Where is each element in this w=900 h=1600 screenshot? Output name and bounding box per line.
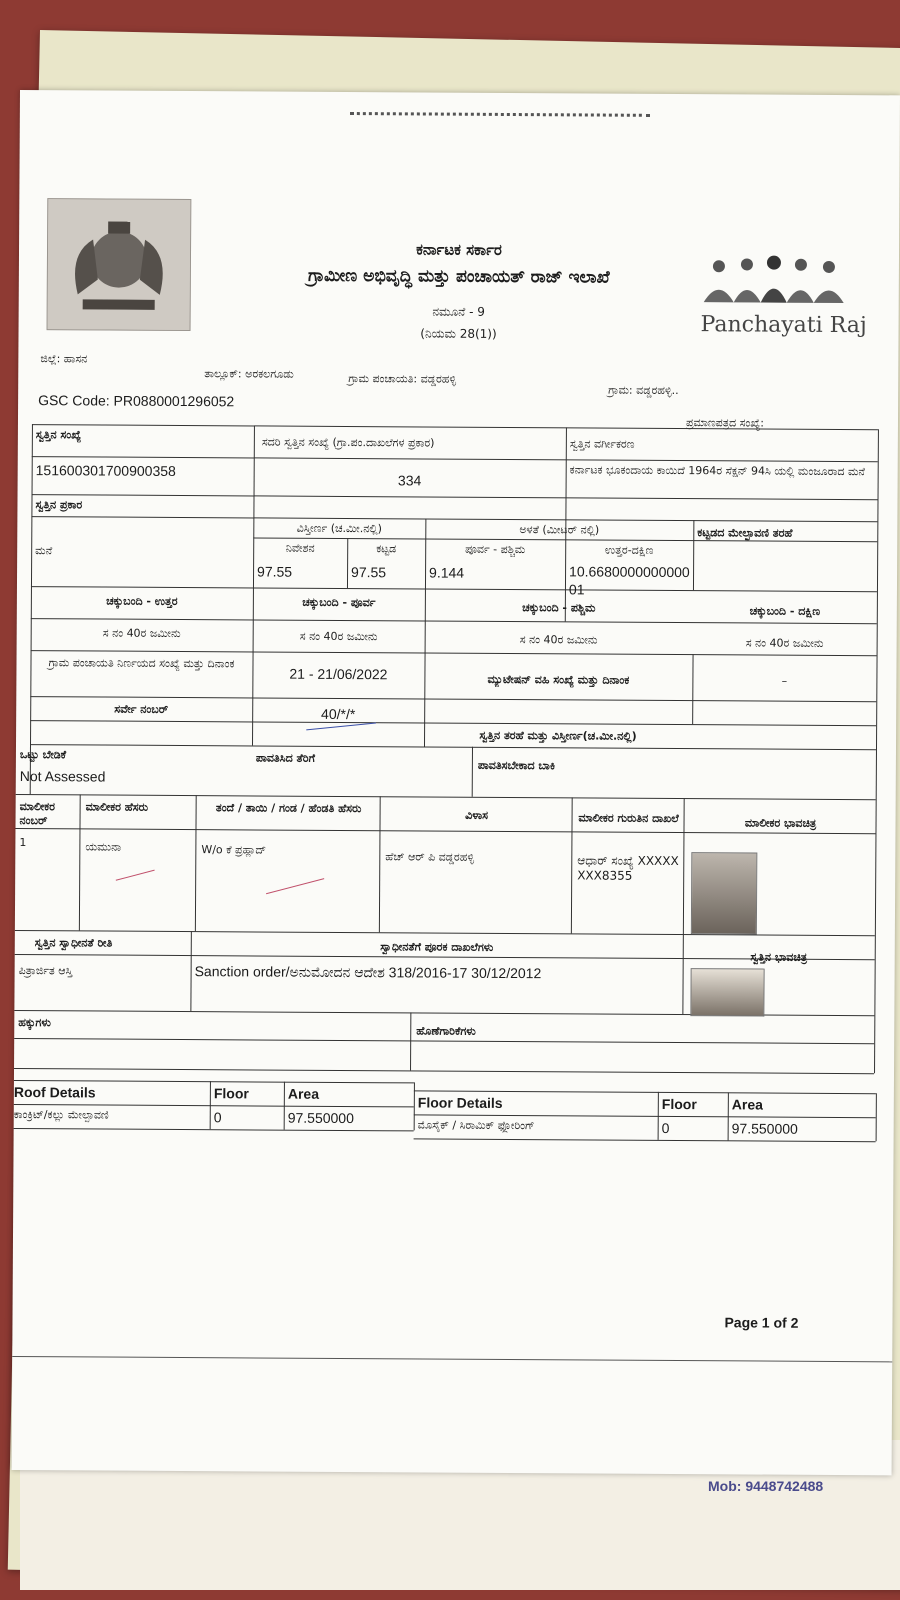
ownership-docs-value: Sanction order/ಅನುಮೋದನ ಆದೇಶ 318/2016-17 30/12/2012	[194, 963, 542, 982]
boundary-west-label: ಚಕ್ಕುಬಂದಿ - ಪಶ್ಚಿಮ	[522, 601, 596, 615]
owner-photo-header: ಮಾಲೀಕರ ಭಾವಚಿತ್ರ	[744, 816, 817, 830]
area-label: ವಿಸ್ತೀರ್ಣ (ಚ.ಮೀ.ನಲ್ಲಿ)	[296, 521, 382, 536]
id-document-value: ಆಧಾರ್ ಸಂಖ್ಯೆ XXXXXXXX8355	[577, 853, 679, 883]
ownership-docs-label: ಸ್ವಾಧೀನತೆಗೆ ಪೂರಕ ದಾಖಲೆಗಳು	[380, 940, 494, 954]
site-area-value: 97.55	[257, 563, 293, 580]
property-photo-label: ಸ್ವತ್ತಿನ ಭಾವಚಿತ್ರ	[750, 950, 808, 964]
dotted-divider	[350, 112, 650, 117]
panchayati-raj-logo-icon	[699, 252, 849, 313]
form-9-document	[12, 90, 900, 1475]
property-id-value: 151600301700900358	[35, 462, 176, 479]
property-type-value: ಮನೆ	[35, 544, 53, 558]
district: ಜಿಲ್ಲೆ: ಹಾಸನ	[40, 352, 88, 366]
site-label: ನಿವೇಶನ	[285, 541, 315, 555]
relation-value: W/o ಕೆ ಪ್ರಹ್ಲಾದ್	[201, 843, 267, 857]
floor-floor-header: Floor	[661, 1095, 697, 1113]
owner-number-header: ಮಾಲೀಕರ ನಂಬರ್	[19, 800, 55, 827]
property-details-table	[13, 410, 898, 1215]
east-west-label: ಪೂರ್ವ - ಪಶ್ಚಿಮ	[465, 542, 526, 557]
gp-property-number-value: 334	[397, 472, 422, 489]
east-west-value: 9.144	[429, 564, 465, 581]
north-south-label: ಉತ್ತರ-ದಕ್ಷಿಣ	[604, 543, 654, 557]
roof-floor-value: 0	[213, 1109, 222, 1126]
owner-name-value: ಯಮುನಾ	[85, 840, 122, 854]
tax-balance-label: ಪಾವತಿಸಬೇಕಾದ ಬಾಕಿ	[477, 758, 556, 773]
taluk: ತಾಲ್ಲೂಕ್: ಅರಕಲಗೂಡು	[204, 367, 294, 381]
roof-details-header: Roof Details	[13, 1083, 96, 1101]
total-demand-label: ಒಟ್ಟು ಬೇಡಿಕೆ	[19, 748, 67, 762]
gp-property-number-label: ಸದರಿ ಸ್ವತ್ತಿನ ಸಂಖ್ಯೆ (ಗ್ರಾ.ಪಂ.ದಾಖಲೆಗಳ ಪ್ರಕಾರ)	[261, 435, 435, 450]
address-value: ಹೆಚ್ ಆರ್ ಪಿ ವಡ್ಡರಹಳ್ಳಿ	[385, 850, 475, 864]
resolution-value: 21 - 21/06/2022	[289, 665, 388, 683]
certificate-number-label: ಪ್ರಮಾಣಪತ್ರದ ಸಂಖ್ಯೆ:	[685, 416, 765, 430]
gram-panchayat: ಗ್ರಾಮ ಪಂಚಾಯತಿ: ವಡ್ಡರಹಳ್ಳಿ	[348, 372, 457, 386]
total-demand-value: Not Assessed	[19, 768, 106, 785]
mobile-number: Mob: 9448742488	[708, 1478, 824, 1494]
boundary-south-value: ಸ ನಂ 40ರ ಜಮೀನು	[745, 636, 824, 650]
mutation-label: ಮ್ಯುಟೇಷನ್ ವಹಿ ಸಂಖ್ಯೆ ಮತ್ತು ದಿನಾಂಕ	[487, 672, 630, 687]
property-class-label: ಸ್ವತ್ತಿನ ವರ್ಗೀಕರಣ	[569, 437, 635, 451]
roof-type-value: ಕಾಂಕ್ರಿಟ್/ಕಲ್ಲು ಮೇಲ್ಛಾವಣಿ	[13, 1107, 109, 1122]
ownership-method-label: ಸ್ವತ್ತಿನ ಸ್ವಾಧೀನತೆ ರೀತಿ	[34, 936, 113, 950]
roof-floor-header: Floor	[213, 1085, 249, 1102]
boundary-north-label: ಚಕ್ಕುಬಂದಿ - ಉತ್ತರ	[106, 594, 178, 608]
id-document-header: ಮಾಲೀಕರ ಗುರುತಿನ ದಾಖಲೆ	[578, 811, 679, 826]
roof-area-header: Area	[287, 1085, 320, 1102]
floor-floor-value: 0	[661, 1119, 670, 1136]
pen-underline	[306, 723, 376, 731]
pen-underline-relation	[266, 878, 324, 894]
gsc-code: GSC Code: PR0880001296052	[38, 392, 235, 410]
floor-area-header: Area	[731, 1096, 764, 1113]
ownership-method-value: ಪಿತ್ರಾರ್ಜಿತ ಆಸ್ತಿ	[18, 964, 73, 978]
construction-type-label: ಕಟ್ಟಡದ ಮೇಲ್ಛಾವಣಿ ತರಹೆ	[697, 526, 793, 540]
floor-type-value: ಮೊಸೈಕ್ / ಸಿರಾಮಿಕ್ ಫ್ಲೋರಿಂಗ್	[417, 1118, 535, 1133]
property-type-label: ಸ್ವತ್ತಿನ ಪ್ರಕಾರ	[35, 498, 83, 512]
survey-number-label: ಸರ್ವೇ ನಂಬರ್	[114, 702, 169, 716]
page-number: Page 1 of 2	[724, 1314, 799, 1331]
property-class-value: ಕರ್ನಾಟಕ ಭೂಕಂದಾಯ ಕಾಯಿದೆ 1964ರ ಸೆಕ್ಷನ್ 94ಸಿ ಯಲ್ಲಿ ಮಂಜೂರಾದ ಮನೆ	[569, 463, 866, 479]
owner-name-header: ಮಾಲೀಕರ ಹೆಸರು	[85, 800, 149, 814]
floor-area-value: 97.550000	[731, 1120, 798, 1137]
rule-text: (ನಿಯಮ 28(1))	[420, 326, 497, 341]
tax-paid-label: ಪಾವತಿಸಿದ ತೆರಿಗೆ	[255, 751, 316, 765]
boundary-west-value: ಸ ನಂ 40ರ ಜಮೀನು	[519, 633, 598, 647]
resolution-label: ಗ್ರಾಮ ಪಂಚಾಯತಿ ನಿರ್ಣಯದ ಸಂಖ್ಯೆ ಮತ್ತು ದಿನಾಂಕ	[48, 656, 235, 671]
property-id-label: ಸ್ವತ್ತಿನ ಸಂಖ್ಯೆ	[35, 428, 82, 442]
building-area-value: 97.55	[351, 564, 387, 581]
floor-details-header: Floor Details	[417, 1094, 503, 1111]
north-south-value: 10.668000000000001	[568, 563, 690, 597]
roof-area-value: 97.550000	[287, 1109, 354, 1127]
property-type-area-label: ಸ್ವತ್ತಿನ ತರಹೆ ಮತ್ತು ವಿಸ್ತೀರ್ಣ(ಚ.ಮೀ.ನಲ್ಲಿ)	[479, 728, 637, 743]
form-number: ನಮೂನೆ - 9	[432, 304, 485, 319]
dept-title: ಗ್ರಾಮೀಣ ಅಭಿವೃದ್ಧಿ ಮತ್ತು ಪಂಚಾಯತ್ ರಾಜ್ ಇಲಾಖೆ	[308, 265, 610, 288]
village: ಗ್ರಾಮ: ವಡ್ಡರಹಳ್ಳಿ..	[608, 383, 679, 398]
boundary-east-value: ಸ ನಂ 40ರ ಜಮೀನು	[299, 629, 378, 644]
boundary-east-label: ಚಕ್ಕುಬಂದಿ - ಪೂರ್ವ	[302, 595, 376, 610]
survey-number-value: 40/*/*	[321, 705, 356, 723]
address-header: ವಿಳಾಸ	[465, 808, 489, 822]
building-label: ಕಟ್ಟಡ	[376, 542, 397, 556]
panchayati-raj-logo-text: Panchayati Raj	[700, 312, 867, 339]
gov-title: ಕರ್ನಾಟಕ ಸರ್ಕಾರ	[416, 240, 502, 259]
liabilities-label: ಹೊಣೆಗಾರಿಕೆಗಳು	[416, 1024, 476, 1038]
boundary-north-value: ಸ ನಂ 40ರ ಜಮೀನು	[102, 626, 181, 640]
rights-label: ಹಕ್ಕುಗಳು	[18, 1016, 51, 1030]
dimension-label: ಅಳತೆ (ಮೀಟರ್ ನಲ್ಲಿ)	[519, 523, 600, 537]
relation-header: ತಂದೆ / ತಾಯಿ / ಗಂಡ / ಹೆಂಡತಿ ಹೆಸರು	[215, 801, 362, 816]
pen-tick	[116, 870, 155, 881]
mutation-value: –	[781, 674, 788, 688]
owner-photo	[691, 852, 757, 934]
footer-rule	[12, 1356, 892, 1362]
owner-number-value: 1	[19, 836, 27, 850]
property-photo	[690, 968, 764, 1016]
boundary-south-label: ಚಕ್ಕುಬಂದಿ - ದಕ್ಷಿಣ	[749, 604, 821, 618]
